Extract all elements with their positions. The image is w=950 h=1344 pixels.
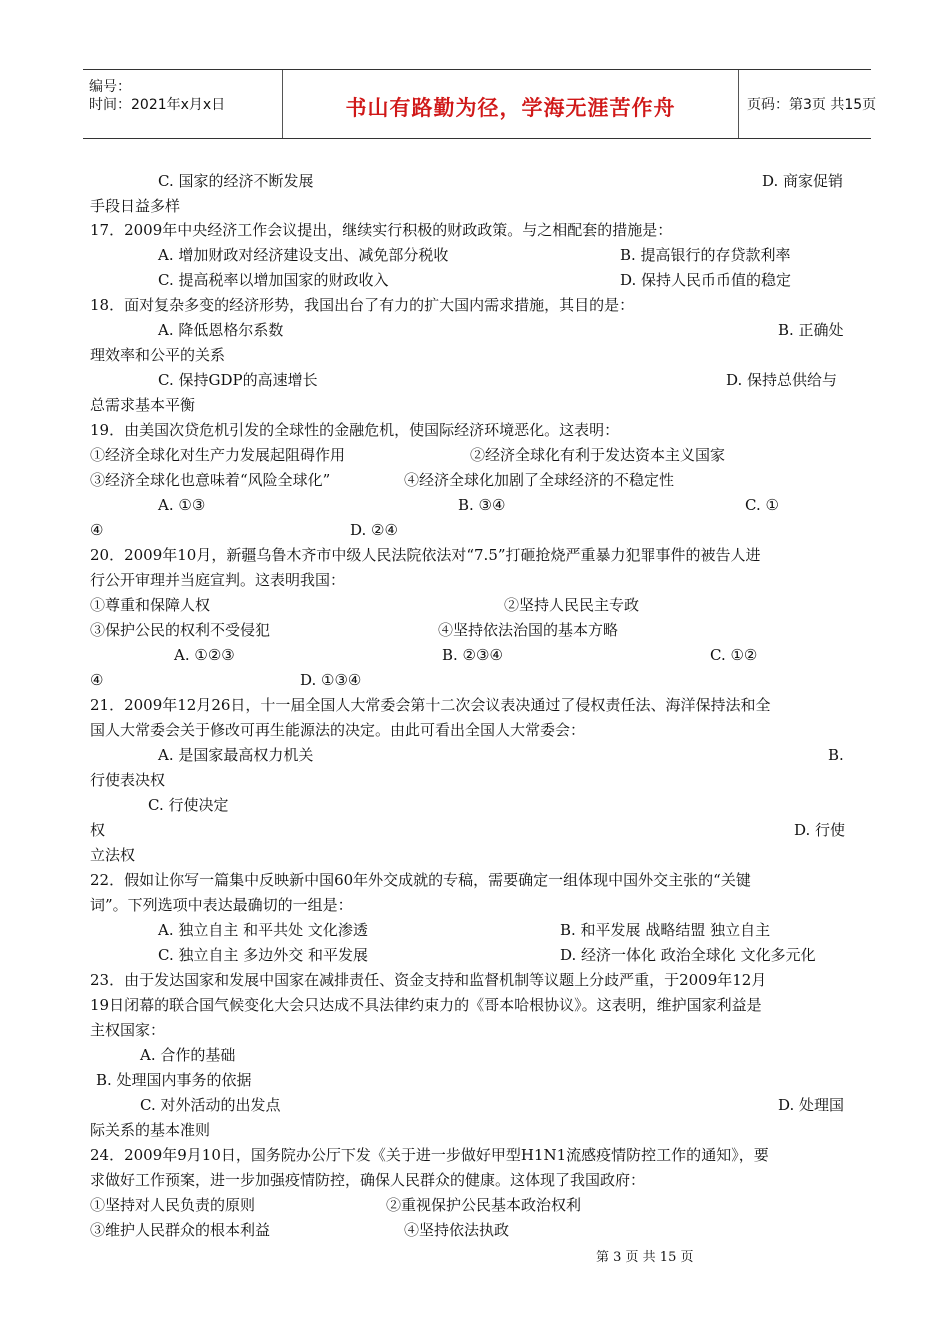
option: C. 对外活动的出发点 bbox=[140, 1096, 281, 1114]
option: C. ①② bbox=[710, 646, 758, 664]
statement: ②重视保护公民基本政治权利 bbox=[386, 1196, 582, 1214]
text-line: 行公开审理并当庭宣判。这表明我国： bbox=[90, 571, 346, 589]
text-line: 主权国家： bbox=[90, 1021, 166, 1039]
option: B. ③④ bbox=[458, 496, 506, 514]
option: B. ②③④ bbox=[442, 646, 503, 664]
question-17: 17．2009年中央经济工作会议提出，继续实行积极的财政政策。与之相配套的措施是： bbox=[90, 221, 673, 239]
motto: 书山有路勤为径，学海无涯苦作舟 bbox=[345, 96, 676, 120]
statement: ③维护人民群众的根本利益 bbox=[90, 1221, 271, 1239]
page-footer: 第 3 页 共 15 页 bbox=[596, 1250, 694, 1265]
statement: ③经济全球化也意味着“风险全球化” bbox=[90, 471, 331, 489]
statement: ③保护公民的权利不受侵犯 bbox=[90, 621, 271, 639]
statement: ①尊重和保障人权 bbox=[90, 596, 211, 614]
option: B. bbox=[828, 746, 844, 764]
text-line: 国人大常委会关于修改可再生能源法的决定。由此可看出全国人大常委会： bbox=[90, 721, 586, 739]
statement: ②坚持人民民主专政 bbox=[504, 596, 640, 614]
text-line: 总需求基本平衡 bbox=[90, 396, 196, 414]
option: B. 提高银行的存贷款利率 bbox=[620, 246, 791, 264]
option: A. ①③ bbox=[158, 496, 206, 514]
header-page-cell bbox=[739, 70, 877, 138]
page-code: 页码：第3页 共15页 bbox=[747, 97, 877, 113]
statement: ④坚持依法执政 bbox=[404, 1221, 510, 1239]
question-18: 18．面对复杂多变的经济形势，我国出台了有力的扩大国内需求措施，其目的是： bbox=[90, 296, 635, 314]
question-20: 20．2009年10月，新疆乌鲁木齐市中级人民法院依法对“7.5”打砸抢烧严重暴力犯罪事件的被告人进 bbox=[90, 546, 761, 564]
question-24: 24．2009年9月10日，国务院办公厅下发《关于进一步做好甲型H1N1流感疫情防控工作的通知》，要 bbox=[90, 1146, 769, 1164]
text-line: 行使表决权 bbox=[90, 771, 166, 789]
statement: ②经济全球化有利于发达资本主义国家 bbox=[470, 446, 726, 464]
option: D. 处理国 bbox=[778, 1096, 845, 1114]
text-line: C. 国家的经济不断发展 bbox=[158, 172, 314, 190]
option: B. 处理国内事务的依据 bbox=[96, 1071, 252, 1089]
text-line: 词”。下列选项中表达最确切的一组是： bbox=[90, 896, 353, 914]
header-table bbox=[83, 69, 877, 139]
option: D. 经济一体化 政治全球化 文化多元化 bbox=[560, 946, 816, 964]
statement: ①坚持对人民负责的原则 bbox=[90, 1196, 256, 1214]
question-19: 19．由美国次贷危机引发的全球性的金融危机，使国际经济环境恶化。这表明： bbox=[90, 421, 620, 439]
header-left-cell bbox=[83, 70, 283, 138]
option: D. 保持总供给与 bbox=[726, 371, 838, 389]
option: A. 合作的基础 bbox=[140, 1046, 236, 1064]
question-22: 22．假如让你写一篇集中反映新中国60年外交成就的专稿，需要确定一组体现中国外交主张的“关键 bbox=[90, 871, 751, 889]
option: B. 正确处 bbox=[778, 321, 844, 339]
option: D. ①③④ bbox=[300, 671, 362, 689]
statement: ④坚持依法治国的基本方略 bbox=[438, 621, 619, 639]
text-line: 理效率和公平的关系 bbox=[90, 346, 226, 364]
statement: ④经济全球化加剧了全球经济的不稳定性 bbox=[404, 471, 675, 489]
option: A. 降低恩格尔系数 bbox=[158, 321, 284, 339]
option: C. 保持GDP的高速增长 bbox=[158, 371, 318, 389]
number-label: 编号： bbox=[89, 79, 131, 95]
text-line: ④ bbox=[90, 521, 104, 539]
option: A. ①②③ bbox=[174, 646, 235, 664]
question-23: 23．由于发达国家和发展中国家在减排责任、资金支持和监督机制等议题上分歧严重，于2009年12月 bbox=[90, 971, 767, 989]
option: A. 是国家最高权力机关 bbox=[158, 746, 314, 764]
statement: ①经济全球化对生产力发展起阻碍作用 bbox=[90, 446, 346, 464]
option: D. ②④ bbox=[350, 521, 398, 539]
text-line: 权 bbox=[90, 821, 106, 839]
option: C. 独立自主 多边外交 和平发展 bbox=[158, 946, 369, 964]
option: B. 和平发展 战略结盟 独立自主 bbox=[560, 921, 771, 939]
text-line: 求做好工作预案，进一步加强疫情防控，确保人民群众的健康。这体现了我国政府： bbox=[90, 1171, 646, 1189]
option: A. 独立自主 和平共处 文化渗透 bbox=[158, 921, 368, 939]
text-line: 19日闭幕的联合国气候变化大会只达成不具法律约束力的《哥本哈根协议》。这表明，维护国家利益是 bbox=[90, 996, 762, 1014]
date-label: 时间：2021年x月x日 bbox=[89, 97, 226, 113]
text-line: 立法权 bbox=[90, 846, 136, 864]
option: C. 行使决定 bbox=[148, 796, 229, 814]
text-line: 际关系的基本准则 bbox=[90, 1121, 211, 1139]
option: D. 保持人民币币值的稳定 bbox=[620, 271, 792, 289]
option: D. 行使 bbox=[794, 821, 846, 839]
text-line: D. 商家促销 bbox=[762, 172, 844, 190]
text-line: ④ bbox=[90, 671, 104, 689]
header-motto-cell bbox=[283, 70, 739, 138]
text-line: 手段日益多样 bbox=[90, 197, 181, 215]
option: C. 提高税率以增加国家的财政收入 bbox=[158, 271, 389, 289]
question-21: 21．2009年12月26日，十一届全国人大常委会第十二次会议表决通过了侵权责任法、海洋保持法和全 bbox=[90, 696, 771, 714]
option: C. ① bbox=[745, 496, 779, 514]
option: A. 增加财政对经济建设支出、减免部分税收 bbox=[158, 246, 449, 264]
